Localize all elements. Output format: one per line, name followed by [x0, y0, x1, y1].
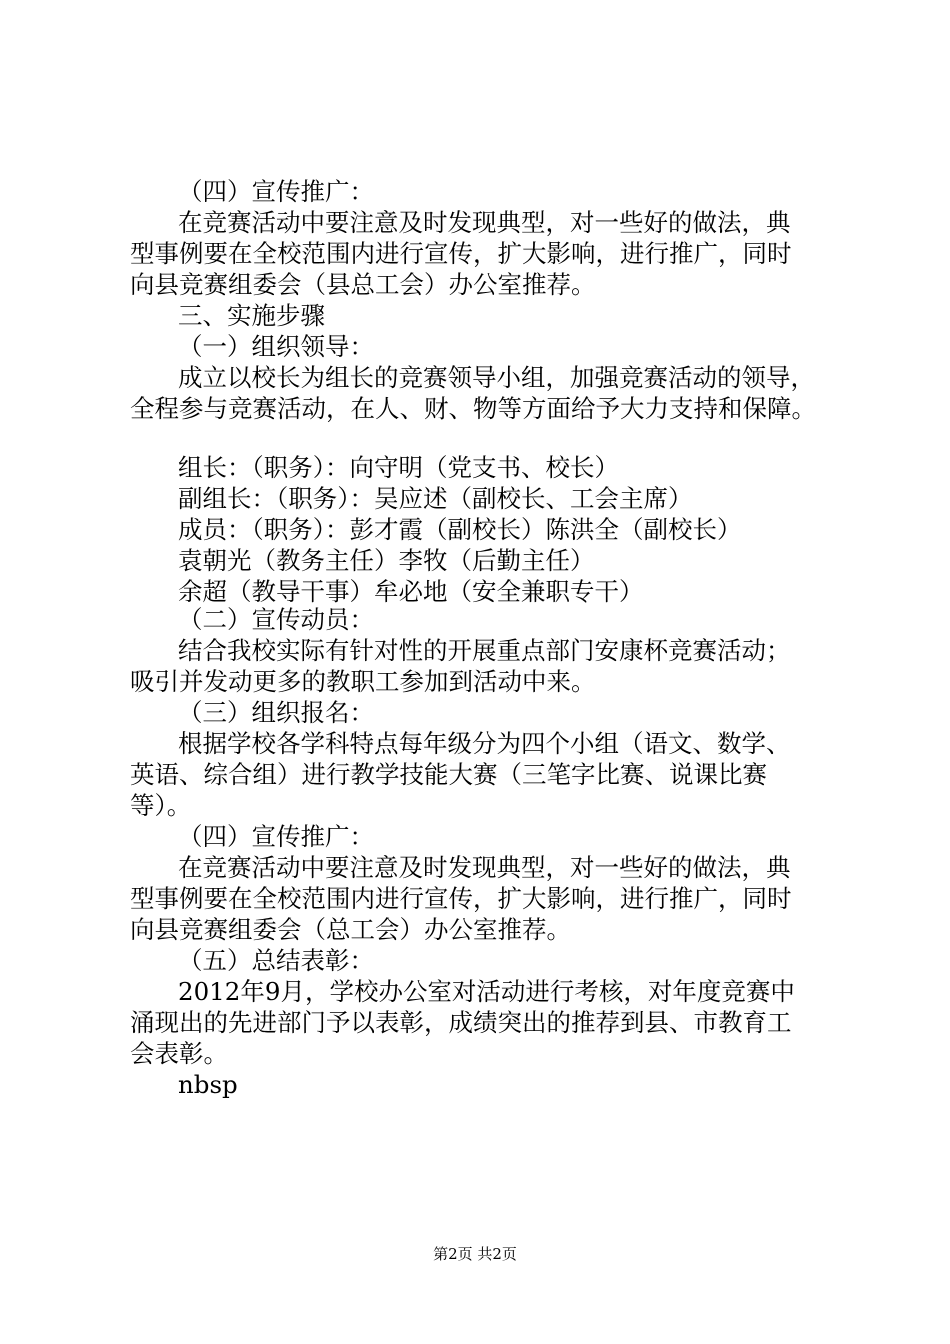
- paragraph-line: 在竞赛活动中要注意及时发现典型，对一些好的做法，典: [178, 853, 791, 882]
- heading-organization: （一）组织领导：: [178, 332, 374, 361]
- trailing-text: nbsp: [178, 1070, 238, 1099]
- paragraph-line: 吸引并发动更多的教职工参加到活动中来。: [130, 667, 596, 696]
- member-line: 袁朝光（教务主任）李牧（后勤主任）: [178, 546, 595, 575]
- paragraph-line: 向县竞赛组委会（总工会）办公室推荐。: [130, 915, 571, 944]
- heading-publicity-1: （四）宣传推广：: [178, 177, 374, 206]
- paragraph-line: 结合我校实际有针对性的开展重点部门安康杯竞赛活动；: [178, 636, 791, 665]
- member-line-leader: 组长：（职务）：向守明（党支书、校长）: [178, 453, 619, 482]
- paragraph-line: 英语、综合组）进行教学技能大赛（三笔字比赛、说课比赛: [130, 760, 767, 789]
- heading-mobilization: （二）宣传动员：: [178, 605, 374, 634]
- paragraph-line: 涌现出的先进部门予以表彰，成绩突出的推荐到县、市教育工: [130, 1008, 792, 1037]
- heading-summary: （五）总结表彰：: [178, 946, 374, 975]
- paragraph-line: 在竞赛活动中要注意及时发现典型，对一些好的做法，典: [178, 208, 791, 237]
- paragraph-line: 2012年9月，学校办公室对活动进行考核，对年度竞赛中: [178, 977, 795, 1006]
- heading-registration: （三）组织报名：: [178, 698, 374, 727]
- page-number-footer: 第2页 共2页: [433, 1245, 517, 1263]
- member-line-deputy: 副组长：（职务）：吴应述（副校长、工会主席）: [178, 484, 693, 513]
- member-line: 余超（教导干事）牟必地（安全兼职专干）: [178, 577, 644, 606]
- paragraph-line: 等）。: [130, 791, 192, 820]
- paragraph-line: 向县竞赛组委会（县总工会）办公室推荐。: [130, 270, 596, 299]
- section-heading-steps: 三、实施步骤: [178, 301, 325, 330]
- member-line-members: 成员：（职务）：彭才霞（副校长）陈洪全（副校长）: [178, 515, 742, 544]
- heading-publicity-2: （四）宣传推广：: [178, 822, 374, 851]
- paragraph-line: 根据学校各学科特点每年级分为四个小组（语文、数学、: [178, 729, 791, 758]
- paragraph-line: 成立以校长为组长的竞赛领导小组，加强竞赛活动的领导，: [178, 363, 815, 392]
- paragraph-line: 全程参与竞赛活动，在人、财、物等方面给予大力支持和保障。: [130, 394, 816, 423]
- paragraph-line: 型事例要在全校范围内进行宣传，扩大影响，进行推广，同时: [130, 884, 792, 913]
- paragraph-line: 型事例要在全校范围内进行宣传，扩大影响，进行推广，同时: [130, 239, 792, 268]
- paragraph-line: 会表彰。: [130, 1039, 228, 1068]
